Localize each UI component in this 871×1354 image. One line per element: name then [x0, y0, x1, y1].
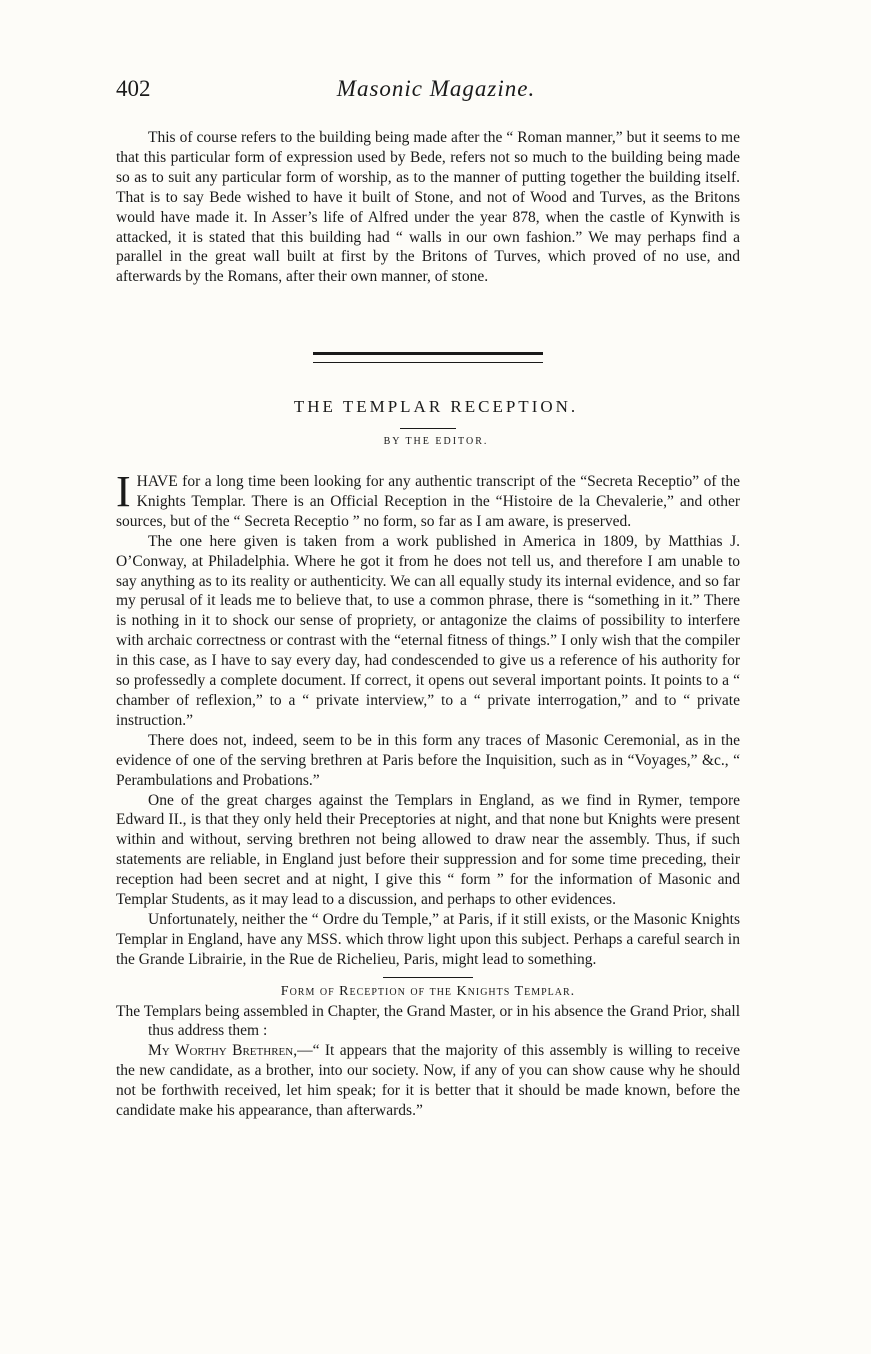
page-header: [116, 76, 756, 110]
intro-paragraph: This of course refers to the building being made after the “ Roman manner,” but it seems to me that this particular form of expression used by Bede, refers not so much to the building being made so as to suit any particular form of worship, as to the manner of putting together the building itself. That is to say Bede wished to have it built of Stone, and not of Wood and Turves, as the Britons would have made it. In Asser’s life of Alfred under the year 878, when the castle of Kynwith is attacked, it is stated that this building had “ walls in our own fashion.” We may perhaps find a parallel in the great wall built at first by the Britons of Turves, which proved of no use, and afterwards by the Romans, after their own manner, of stone.: [116, 129, 740, 286]
address-text: —“ It appears that the majority of this assembly is willing to receive the new candidate, as a brother, into our society. Now, if any of you can show cause why he should not be forthwith received, let him speak; for it is better that it should be made known, before the candidate make his appearance, than afterwards.”: [116, 1042, 740, 1120]
address-paragraph: [116, 1041, 740, 1121]
article-paragraph-5: Unfortunately, neither the “ Ordre du Temple,” at Paris, if it still exists, or the Masonic Knights Templar in England, have any MSS. which throw light upon this subject. Perhaps a careful search in the Grande Librairie, in the Rue de Richelieu, Paris, might lead to something.: [116, 910, 740, 968]
drop-cap: I: [116, 467, 131, 516]
article-paragraph-1: [116, 467, 740, 532]
paragraph-text: HAVE for a long time been looking for any authentic transcript of the “Secreta Receptio” of the Knights Templar. There is an Official Reception in the “Histoire de la Chevalerie,” and other sources, but of the “ Secreta Receptio ” no form, so far as I am aware, is preserved.: [116, 473, 740, 530]
byline: BY THE EDITOR.: [383, 436, 489, 447]
article-body: [116, 467, 740, 1121]
address-salutation: My Worthy Brethren,: [148, 1042, 298, 1060]
subsection-rule: [383, 977, 473, 978]
form-subheading: Form of Reception of the Knights Templar.: [280, 983, 576, 999]
article-paragraph-3: There does not, indeed, seem to be in this form any traces of Masonic Ceremonial, as in the evidence of one of the serving brethren at Paris before the Inquisition, such as in “Voyages,” &c., “ Perambulations and Probations.”: [116, 731, 740, 789]
title-rule: [400, 428, 456, 429]
article-title: THE TEMPLAR RECEPTION.: [293, 397, 579, 416]
form-intro: The Templars being assembled in Chapter, the Grand Master, or in his absence the Grand Prior, shall thus address them :: [116, 1002, 740, 1040]
section-divider: [313, 352, 543, 363]
article-paragraph-2: The one here given is taken from a work published in America in 1809, by Matthias J. O’Conway, at Philadelphia. Where he got it from he does not tell us, and therefore I am unable to say anything as to its reality or authenticity. We can all equally study its internal evidence, and so far my perusal of it leads me to believe that, to use a common phrase, there is “something in it.” There is nothing in it to shock our sense of propriety, or antagonize the claims of possibility to interfere with archaic correctness or contrast with the “eternal fitness of things.” I only wish that the compiler in this case, as I have to say every day, had condescended to give us a reference of his authority for so professedly a complete document. If correct, it opens out several important points. It points to a “ chamber of reflexion,” to a “ private interview,” to a “ private interrogation,” and to “ private instruction.”: [116, 532, 740, 729]
article-paragraph-4: One of the great charges against the Templars in England, as we find in Rymer, tempore Edward II., is that they only held their Preceptories at night, and that none but Knights were present within and without, serving brethren not being allowed to draw near the assembly. Thus, if such statements are reliable, in England just before their suppression and for some time preceding, their reception had been secret and at night, I give this “ form ” for the information of Masonic and Templar Students, as it may lead to a discussion, and perhaps to other evidences.: [116, 791, 740, 909]
running-title: Masonic Magazine.: [336, 76, 536, 101]
page-number: 402: [116, 76, 151, 101]
intro-section: [116, 128, 740, 287]
